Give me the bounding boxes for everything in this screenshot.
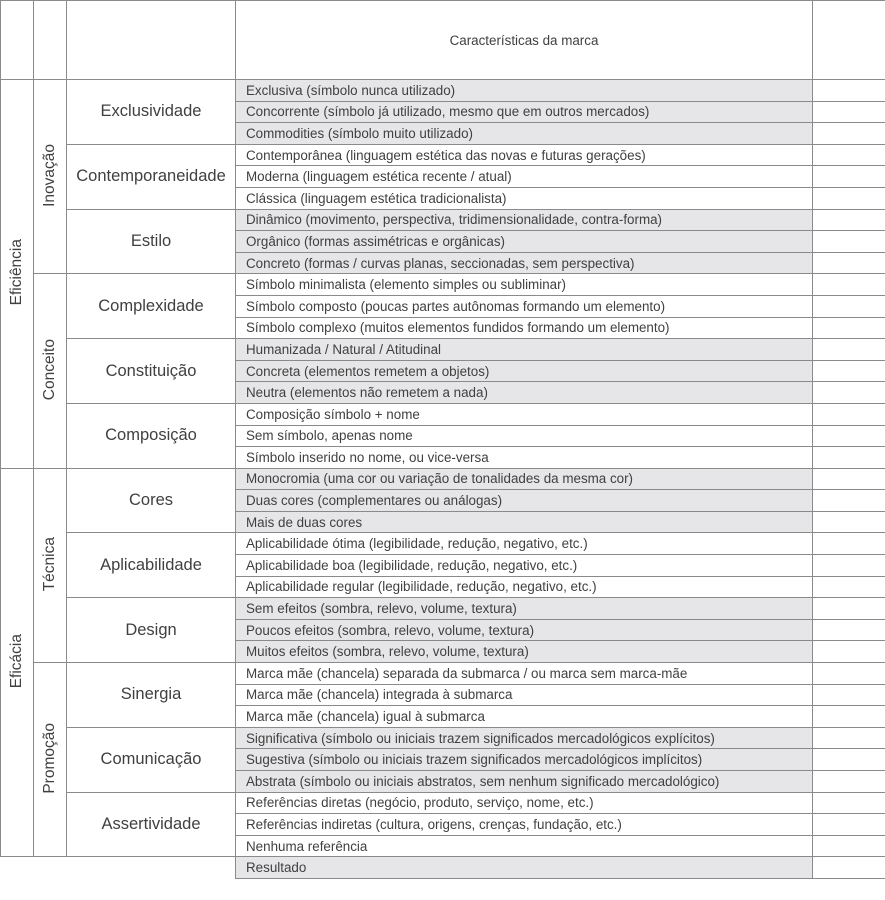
criterion-label: Símbolo complexo (muitos elementos fundidos formando um elemento)	[236, 317, 813, 339]
table-row	[1, 144, 885, 166]
criterion-label: Marca mãe (chancela) separada da submarca / ou marca sem marca-mãe	[236, 663, 813, 685]
dimension-cell	[1, 468, 34, 857]
score-cell[interactable]	[813, 533, 885, 555]
score-cell[interactable]	[813, 792, 885, 814]
score-cell[interactable]	[813, 425, 885, 447]
blank-cell	[67, 857, 236, 879]
score-cell[interactable]	[813, 101, 885, 123]
criterion-label: Referências diretas (negócio, produto, serviço, nome, etc.)	[236, 792, 813, 814]
header-blank-group	[67, 1, 236, 80]
criterion-label: Composição símbolo + nome	[236, 403, 813, 425]
score-cell[interactable]	[813, 123, 885, 145]
criterion-label: Duas cores (complementares ou análogas)	[236, 490, 813, 512]
table-row	[1, 403, 885, 425]
criterion-label: Exclusiva (símbolo nunca utilizado)	[236, 80, 813, 102]
score-cell[interactable]	[813, 187, 885, 209]
criterion-label: Clássica (linguagem estética tradicionalista)	[236, 187, 813, 209]
criterion-label: Neutra (elementos não remetem a nada)	[236, 382, 813, 404]
score-cell[interactable]	[813, 684, 885, 706]
criterion-label: Concreta (elementos remetem a objetos)	[236, 360, 813, 382]
blank-cell	[1, 857, 34, 879]
table-row	[1, 468, 885, 490]
score-cell[interactable]	[813, 749, 885, 771]
criterion-label: Aplicabilidade boa (legibilidade, redução, negativo, etc.)	[236, 555, 813, 577]
criterion-label: Humanizada / Natural / Atitudinal	[236, 339, 813, 361]
criterion-label: Aplicabilidade ótima (legibilidade, redução, negativo, etc.)	[236, 533, 813, 555]
dimension-label: Eficácia	[8, 633, 25, 689]
group-label: Assertividade	[67, 792, 236, 857]
score-cell[interactable]	[813, 468, 885, 490]
result-label: Resultado	[236, 857, 813, 879]
category-cell	[34, 274, 67, 468]
group-label: Comunicação	[67, 727, 236, 792]
score-cell[interactable]	[813, 295, 885, 317]
score-cell[interactable]	[813, 339, 885, 361]
score-cell[interactable]	[813, 209, 885, 231]
table-row	[1, 80, 885, 102]
group-label: Estilo	[67, 209, 236, 274]
score-cell[interactable]	[813, 727, 885, 749]
group-label: Aplicabilidade	[67, 533, 236, 598]
score-cell[interactable]	[813, 274, 885, 296]
criterion-label: Aplicabilidade regular (legibilidade, redução, negativo, etc.)	[236, 576, 813, 598]
table-row	[1, 792, 885, 814]
criterion-label: Símbolo minimalista (elemento simples ou subliminar)	[236, 274, 813, 296]
criterion-label: Sem símbolo, apenas nome	[236, 425, 813, 447]
table-row	[1, 274, 885, 296]
group-label: Complexidade	[67, 274, 236, 339]
category-cell	[34, 468, 67, 662]
score-cell[interactable]	[813, 576, 885, 598]
group-label: Design	[67, 598, 236, 663]
criterion-label: Nenhuma referência	[236, 835, 813, 857]
header-blank-dimension	[1, 1, 34, 80]
score-cell[interactable]	[813, 317, 885, 339]
category-cell	[34, 80, 67, 274]
score-cell[interactable]	[813, 598, 885, 620]
criterion-label: Significativa (símbolo ou iniciais trazem significados mercadológicos explícitos)	[236, 727, 813, 749]
score-cell[interactable]	[813, 166, 885, 188]
criterion-label: Sugestiva (símbolo ou iniciais trazem significados mercadológicos implícitos)	[236, 749, 813, 771]
score-cell[interactable]	[813, 144, 885, 166]
criterion-label: Contemporânea (linguagem estética das novas e futuras gerações)	[236, 144, 813, 166]
score-cell[interactable]	[813, 231, 885, 253]
table-row	[1, 663, 885, 685]
score-cell[interactable]	[813, 447, 885, 469]
header-row	[1, 1, 885, 80]
result-score-cell[interactable]	[813, 857, 885, 879]
blank-cell	[34, 857, 67, 879]
table-row	[1, 533, 885, 555]
category-label: Inovação	[41, 143, 58, 207]
criterion-label: Moderna (linguagem estética recente / atual)	[236, 166, 813, 188]
criterion-label: Marca mãe (chancela) integrada à submarca	[236, 684, 813, 706]
criterion-label: Sem efeitos (sombra, relevo, volume, textura)	[236, 598, 813, 620]
table-row	[1, 209, 885, 231]
criterion-label: Commodities (símbolo muito utilizado)	[236, 123, 813, 145]
criterion-label: Símbolo inserido no nome, ou vice-versa	[236, 447, 813, 469]
score-cell[interactable]	[813, 511, 885, 533]
score-cell[interactable]	[813, 80, 885, 102]
header-title: Características da marca	[236, 1, 813, 80]
criterion-label: Monocromia (uma cor ou variação de tonalidades da mesma cor)	[236, 468, 813, 490]
score-cell[interactable]	[813, 835, 885, 857]
category-cell	[34, 663, 67, 857]
criterion-label: Muitos efeitos (sombra, relevo, volume, textura)	[236, 641, 813, 663]
criterion-label: Dinâmico (movimento, perspectiva, tridimensionalidade, contra-forma)	[236, 209, 813, 231]
criterion-label: Mais de duas cores	[236, 511, 813, 533]
score-cell[interactable]	[813, 403, 885, 425]
group-label: Contemporaneidade	[67, 144, 236, 209]
group-label: Constituição	[67, 339, 236, 404]
category-label: Promoção	[41, 722, 58, 794]
group-label: Sinergia	[67, 663, 236, 728]
table-row	[1, 727, 885, 749]
category-label: Conceito	[41, 338, 58, 401]
score-cell[interactable]	[813, 382, 885, 404]
criterion-label: Concreto (formas / curvas planas, seccionadas, sem perspectiva)	[236, 252, 813, 274]
criterion-label: Concorrente (símbolo já utilizado, mesmo que em outros mercados)	[236, 101, 813, 123]
result-row	[1, 857, 885, 879]
group-label: Composição	[67, 403, 236, 468]
category-label: Técnica	[41, 536, 58, 591]
table-row	[1, 339, 885, 361]
dimension-label: Eficiência	[8, 239, 25, 306]
score-cell[interactable]	[813, 555, 885, 577]
criterion-label: Marca mãe (chancela) igual à submarca	[236, 706, 813, 728]
header-score-column	[813, 1, 885, 80]
score-cell[interactable]	[813, 619, 885, 641]
score-cell[interactable]	[813, 814, 885, 836]
score-cell[interactable]	[813, 360, 885, 382]
score-cell[interactable]	[813, 641, 885, 663]
header-blank-category	[34, 1, 67, 80]
score-cell[interactable]	[813, 252, 885, 274]
criterion-label: Referências indiretas (cultura, origens, crenças, fundação, etc.)	[236, 814, 813, 836]
score-cell[interactable]	[813, 706, 885, 728]
score-cell[interactable]	[813, 490, 885, 512]
table-row	[1, 598, 885, 620]
score-cell[interactable]	[813, 663, 885, 685]
criterion-label: Símbolo composto (poucas partes autônomas formando um elemento)	[236, 295, 813, 317]
group-label: Cores	[67, 468, 236, 533]
dimension-cell	[1, 80, 34, 469]
group-label: Exclusividade	[67, 80, 236, 145]
criterion-label: Orgânico (formas assimétricas e orgânicas)	[236, 231, 813, 253]
criterion-label: Abstrata (símbolo ou iniciais abstratos, sem nenhum significado mercadológico)	[236, 771, 813, 793]
score-cell[interactable]	[813, 771, 885, 793]
criterion-label: Poucos efeitos (sombra, relevo, volume, textura)	[236, 619, 813, 641]
